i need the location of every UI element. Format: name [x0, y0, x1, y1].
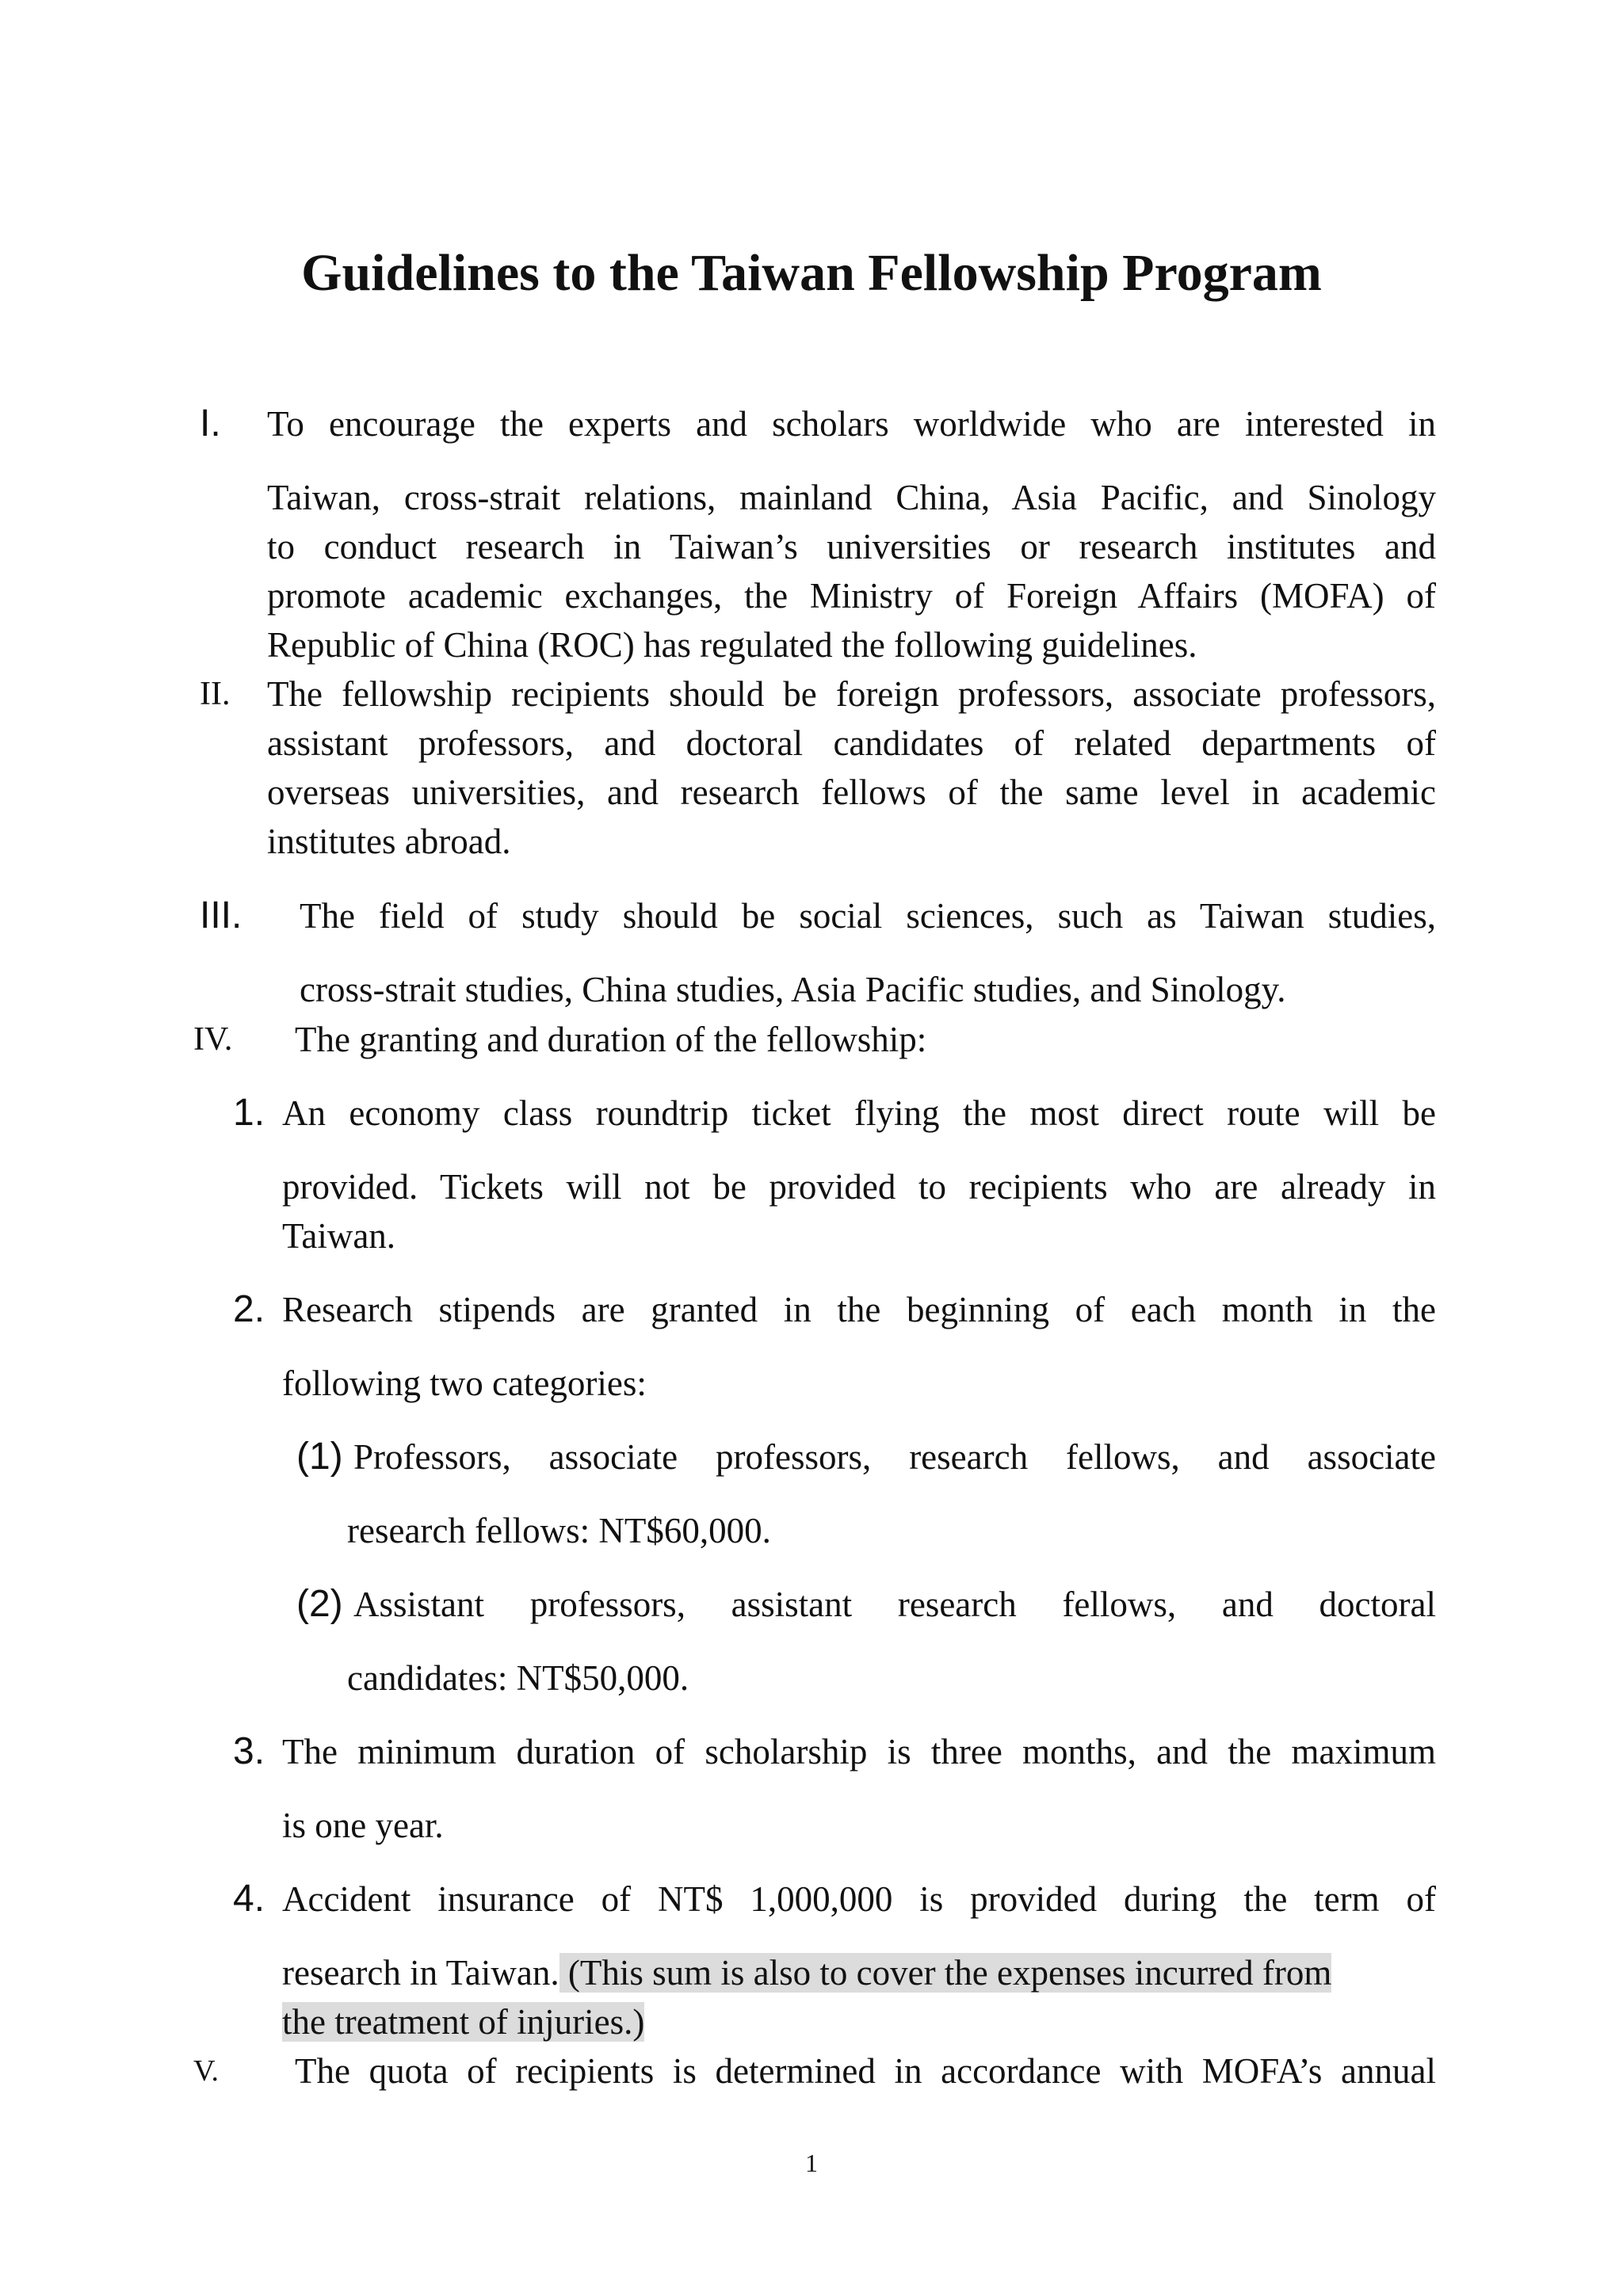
item-3-line-1: The minimum duration of scholarship is three months, and the maximum — [282, 1732, 1436, 1772]
subitem-1-line-2: research fellows: NT$60,000. — [347, 1511, 771, 1550]
item-1-line-1: An economy class roundtrip ticket flying the most direct route will be — [282, 1093, 1436, 1133]
item-2-line-2: following two categories: — [282, 1363, 647, 1403]
section-4-marker: IV. — [193, 1021, 233, 1058]
section-5-line: The quota of recipients is determined in accordance with MOFA’s annual — [295, 2051, 1436, 2091]
item-1-line-2: provided. Tickets will not be provided to recipients who are already in — [282, 1167, 1436, 1207]
highlighted-text: (This sum is also to cover the expenses incurred from — [559, 1953, 1332, 1993]
item-2-line-1: Research stipends are granted in the beginning of each month in the — [282, 1290, 1436, 1329]
item-4-marker: 4. — [233, 1878, 265, 1920]
section-1-marker: I. — [200, 402, 221, 444]
section-3-line-1: The field of study should be social sciences, such as Taiwan studies, — [300, 896, 1436, 936]
section-2-line-2: assistant professors, and doctoral candidates of related departments of — [267, 723, 1436, 763]
highlighted-text-continued: the treatment of injuries.) — [282, 2002, 645, 2042]
section-2-line-1: The fellowship recipients should be foreign professors, associate professors, — [267, 674, 1436, 714]
item-4-line-2-text: research in Taiwan. — [282, 1953, 559, 1993]
subitem-2-line-1: Assistant professors, assistant research fellows, and doctoral — [353, 1585, 1436, 1624]
subitem-1-line-1: Professors, associate professors, research fellows, and associate — [353, 1437, 1436, 1477]
subitem-1-marker: (1) — [296, 1436, 343, 1478]
section-1-line-2: Taiwan, cross-strait relations, mainland China, Asia Pacific, and Sinology — [267, 478, 1436, 517]
section-3-marker: III. — [200, 894, 242, 936]
page-number: 1 — [805, 2149, 818, 2177]
item-3-line-2: is one year. — [282, 1806, 444, 1845]
subitem-2-line-2: candidates: NT$50,000. — [347, 1658, 689, 1698]
item-4-line-3 — [282, 1998, 644, 2046]
item-4-line-1: Accident insurance of NT$ 1,000,000 is provided during the term of — [282, 1879, 1436, 1919]
section-1-line-4: promote academic exchanges, the Ministry of Foreign Affairs (MOFA) of — [267, 576, 1436, 616]
section-2-marker: II. — [200, 676, 231, 712]
page-title: Guidelines to the Taiwan Fellowship Program — [301, 244, 1322, 302]
item-4-line-2 — [282, 1949, 1331, 1997]
section-1-line-5: Republic of China (ROC) has regulated the following guidelines. — [267, 625, 1197, 665]
item-1-line-3: Taiwan. — [282, 1216, 396, 1256]
section-2-line-4: institutes abroad. — [267, 822, 511, 861]
section-2-line-3: overseas universities, and research fellows of the same level in academic — [267, 772, 1436, 812]
subitem-2-marker: (2) — [296, 1583, 343, 1625]
section-3-line-2: cross-strait studies, China studies, Asia Pacific studies, and Sinology. — [300, 970, 1286, 1009]
section-5-marker: V. — [193, 2054, 220, 2088]
section-1-line-1: To encourage the experts and scholars worldwide who are interested in — [267, 404, 1436, 444]
section-1-line-3: to conduct research in Taiwan’s universities or research institutes and — [267, 527, 1436, 566]
section-4-line: The granting and duration of the fellowship: — [295, 1020, 927, 1059]
item-2-marker: 2. — [233, 1288, 265, 1330]
item-3-marker: 3. — [233, 1730, 265, 1772]
item-1-marker: 1. — [233, 1092, 265, 1134]
